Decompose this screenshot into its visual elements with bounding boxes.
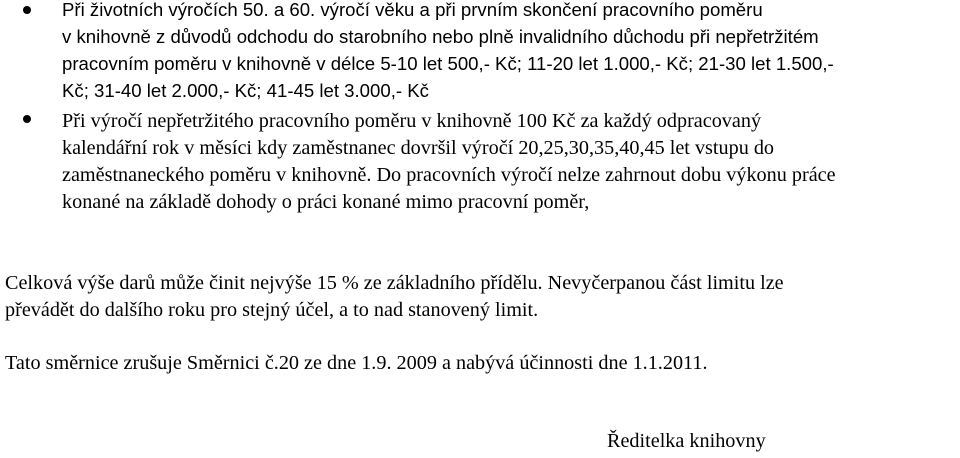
paragraph-limit: Celková výše darů může činit nejvýše 15 % ze základního přídělu. Nevyčerpanou část limitu lze převádět do dalšího roku pro stejný účel, a to nad stanovený limit. bbox=[5, 272, 784, 321]
signature: Ředitelka knihovny bbox=[607, 430, 766, 452]
bullet-icon bbox=[23, 115, 31, 123]
paragraph-validity: Tato směrnice zrušuje Směrnici č.20 ze dne 1.9. 2009 a nabývá účinnosti dne 1.1.2011. bbox=[5, 352, 708, 374]
bullet-icon bbox=[23, 6, 31, 14]
list-item bbox=[0, 0, 960, 108]
bullet-text: Při výročí nepřetržitého pracovního poměru v knihovně 100 Kč za každý odpracovaný kalendářní rok v měsíci kdy zaměstnanec dovršil výročí 20,25,30,35,40,45 let vstupu do zaměstnaneckého poměru v knihovně. Do pracovních výročí nelze zahrnout dobu výkonu práce konané na základě dohody o práci konané mimo pracovní poměr, bbox=[62, 110, 836, 213]
list-item bbox=[0, 108, 960, 216]
bullet-text: Při životních výročích 50. a 60. výročí věku a při prvním skončení pracovního poměru v knihovně z důvodů odchodu do starobního nebo plně invalidního důchodu při nepřetržitém pracovním poměru v knihovně v délce 5-10 let 500,- Kč; 11-20 let 1.000,- Kč; 21-30 let 1.500,- Kč; 31-40 let 2.000,- Kč; 41-45 let 3.000,- Kč bbox=[62, 0, 834, 101]
